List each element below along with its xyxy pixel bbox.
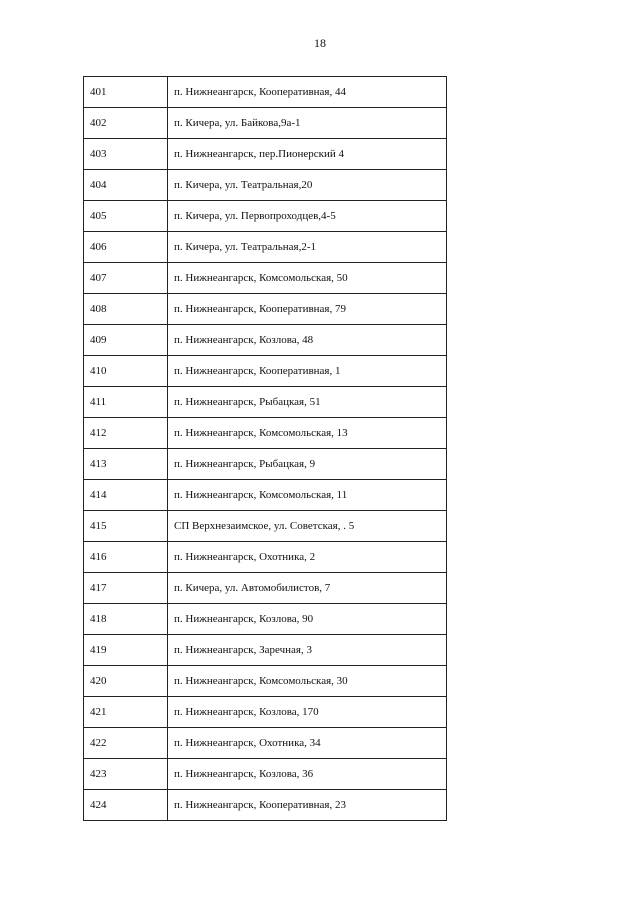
row-number-cell: 419	[84, 635, 168, 666]
address-cell: п. Нижнеангарск, Комсомольская, 30	[168, 666, 447, 697]
table-row	[84, 511, 447, 542]
address-cell: п. Нижнеангарск, Заречная, 3	[168, 635, 447, 666]
row-number-cell: 417	[84, 573, 168, 604]
row-number-cell: 422	[84, 728, 168, 759]
table-row	[84, 418, 447, 449]
table-row	[84, 728, 447, 759]
address-cell: п. Нижнеангарск, Козлова, 36	[168, 759, 447, 790]
row-number-cell: 402	[84, 108, 168, 139]
row-number-cell: 401	[84, 77, 168, 108]
table-row	[84, 232, 447, 263]
table-row	[84, 449, 447, 480]
row-number-cell: 416	[84, 542, 168, 573]
row-number-cell: 407	[84, 263, 168, 294]
address-cell: СП Верхнезаимское, ул. Советская, . 5	[168, 511, 447, 542]
address-cell: п. Кичера, ул. Автомобилистов, 7	[168, 573, 447, 604]
address-cell: п. Нижнеангарск, Козлова, 170	[168, 697, 447, 728]
table-row	[84, 480, 447, 511]
address-table-body	[84, 77, 447, 821]
table-row	[84, 356, 447, 387]
row-number-cell: 403	[84, 139, 168, 170]
address-cell: п. Нижнеангарск, Комсомольская, 50	[168, 263, 447, 294]
address-cell: п. Нижнеангарск, Рыбацкая, 9	[168, 449, 447, 480]
address-cell: п. Кичера, ул. Первопроходцев,4-5	[168, 201, 447, 232]
address-cell: п. Нижнеангарск, Кооперативная, 23	[168, 790, 447, 821]
table-row	[84, 170, 447, 201]
row-number-cell: 414	[84, 480, 168, 511]
address-cell: п. Нижнеангарск, Комсомольская, 11	[168, 480, 447, 511]
address-cell: п. Нижнеангарск, Комсомольская, 13	[168, 418, 447, 449]
address-table	[83, 76, 447, 821]
address-cell: п. Кичера, ул. Байкова,9а-1	[168, 108, 447, 139]
row-number-cell: 423	[84, 759, 168, 790]
table-row	[84, 387, 447, 418]
table-row	[84, 759, 447, 790]
address-cell: п. Нижнеангарск, Козлова, 90	[168, 604, 447, 635]
address-cell: п. Нижнеангарск, Охотника, 2	[168, 542, 447, 573]
table-row	[84, 573, 447, 604]
row-number-cell: 411	[84, 387, 168, 418]
table-row	[84, 108, 447, 139]
row-number-cell: 418	[84, 604, 168, 635]
page-number: 18	[314, 36, 326, 50]
row-number-cell: 409	[84, 325, 168, 356]
table-row	[84, 635, 447, 666]
table-row	[84, 790, 447, 821]
row-number-cell: 420	[84, 666, 168, 697]
address-cell: п. Нижнеангарск, Кооперативная, 79	[168, 294, 447, 325]
table-row	[84, 294, 447, 325]
row-number-cell: 410	[84, 356, 168, 387]
address-cell: п. Кичера, ул. Театральная,2-1	[168, 232, 447, 263]
table-row	[84, 542, 447, 573]
table-row	[84, 325, 447, 356]
address-cell: п. Кичера, ул. Театральная,20	[168, 170, 447, 201]
table-row	[84, 77, 447, 108]
table-row	[84, 666, 447, 697]
table-row	[84, 139, 447, 170]
row-number-cell: 415	[84, 511, 168, 542]
address-cell: п. Нижнеангарск, Кооперативная, 1	[168, 356, 447, 387]
address-cell: п. Нижнеангарск, Козлова, 48	[168, 325, 447, 356]
row-number-cell: 406	[84, 232, 168, 263]
address-cell: п. Нижнеангарск, Кооперативная, 44	[168, 77, 447, 108]
address-cell: п. Нижнеангарск, Рыбацкая, 51	[168, 387, 447, 418]
address-cell: п. Нижнеангарск, пер.Пионерский 4	[168, 139, 447, 170]
row-number-cell: 421	[84, 697, 168, 728]
table-row	[84, 263, 447, 294]
row-number-cell: 404	[84, 170, 168, 201]
table-row	[84, 201, 447, 232]
row-number-cell: 413	[84, 449, 168, 480]
row-number-cell: 405	[84, 201, 168, 232]
row-number-cell: 424	[84, 790, 168, 821]
row-number-cell: 408	[84, 294, 168, 325]
table-row	[84, 604, 447, 635]
row-number-cell: 412	[84, 418, 168, 449]
address-cell: п. Нижнеангарск, Охотника, 34	[168, 728, 447, 759]
table-row	[84, 697, 447, 728]
